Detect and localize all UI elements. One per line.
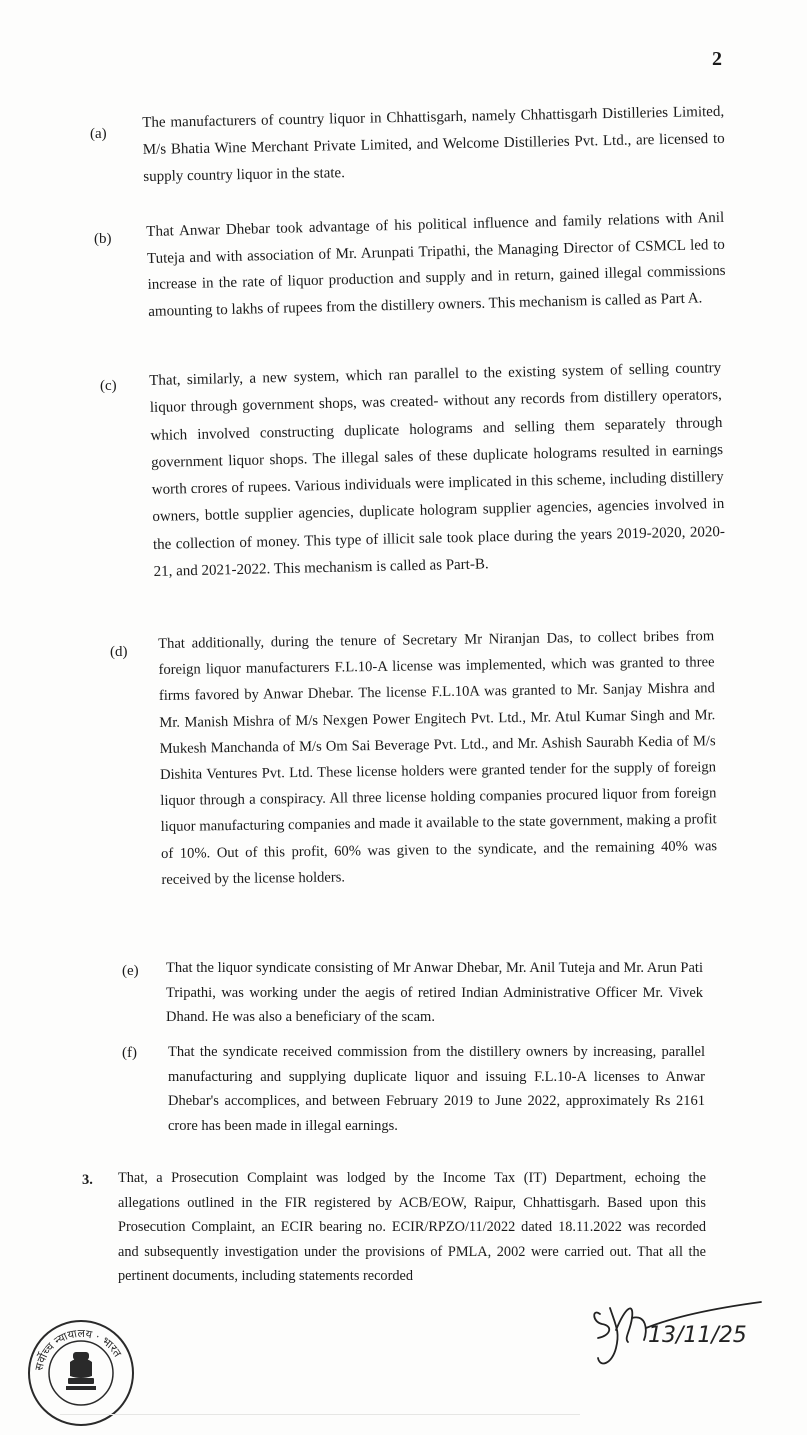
- para-d-label: (d): [110, 644, 128, 660]
- para-d-text: That additionally, during the tenure of Secretary Mr Niranjan Das, to collect bribes from foreign liquor manufacturers F.L.10-A license was implemented, which was granted to three firms favored by Anwar Dhebar. The license F.L.10A was granted to Mr. Sanjay Mishra and Mr. Manish Mishra of M/s Nexgen Power Engitech Pvt. Ltd., Mr. Atul Kumar Singh and Mr. Mukesh Manchanda of M/s Om Sai Beverage Pvt. Ltd., and Mr. Ashish Saurabh Kedia of M/s Dishita Ventures Pvt. Ltd. These license holders were granted tender for the supply of foreign liquor through a conspiracy. All three license holding companies procured liquor from foreign liquor manufacturing companies and made it available to the state government, making a profit of 10%. Out of this profit, 60% was given to the syndicate, and the remaining 40% was received by the license holders.: [158, 628, 718, 888]
- para-f-text: That the syndicate received commission from the distillery owners by increasing, parallel manufacturing and supplying duplicate liquor and issuing F.L.10-A licenses to Anwar Dhebar's accomplices, and between February 2019 to June 2022, approximately Rs 2161 crore has been made in illegal earnings.: [168, 1044, 705, 1134]
- para-f-label: (f): [122, 1045, 137, 1061]
- para-a-label: (a): [90, 126, 107, 142]
- para-a-text: The manufacturers of country liquor in Chhattisgarh, namely Chhattisgarh Distilleries Limited, M/s Bhatia Wine Merchant Private Limited, and Welcome Distilleries Pvt. Ltd., are licensed to supply country liquor in the state.: [142, 103, 725, 185]
- para-e-label: (e): [122, 963, 139, 979]
- bottom-rule: [60, 1414, 580, 1415]
- numbered-para-3-text: That, a Prosecution Complaint was lodged by the Income Tax (IT) Department, echoing the allegations outlined in the FIR registered by ACB/EOW, Raipur, Chhattisgarh. Based upon this Prosecution Complaint, an ECIR bearing no. ECIR/RPZO/11/2022 dated 18.11.2022 was recorded and subsequently investigation under the provisions of PMLA, 2002 were carried out. That all the pertinent documents, including statements recorded: [118, 1170, 706, 1285]
- signature: [586, 1288, 766, 1378]
- para-e-text: That the liquor syndicate consisting of Mr Anwar Dhebar, Mr. Anil Tuteja and Mr. Arun Pati Tripathi, was working under the aegis of retired Indian Administrative Officer Mr. Vivek Dhand. He was also a beneficiary of the scam.: [166, 960, 703, 1025]
- para-c-text: That, similarly, a new system, which ran parallel to the existing system of selling country liquor through government shops, was created- without any records from distillery operators, which involved constructing duplicate holograms and selling them separately through government liquor shops. The illegal sales of these duplicate holograms resulted in earnings worth crores of rupees. Various individuals were implicated in this scheme, including distillery owners, bottle supplier agencies, duplicate hologram supplier agencies, agencies involved in the collection of money. This type of illicit sale took place during the years 2019-2020, 2020-21, and 2021-2022. This mechanism is called as Part-B.: [149, 360, 726, 581]
- page-number: 2: [712, 48, 722, 70]
- court-seal: [26, 1318, 136, 1428]
- emblem-icon: [66, 1352, 96, 1390]
- para-b-label: (b): [94, 231, 112, 247]
- signature-date: 13/11/25: [648, 1323, 747, 1348]
- para-c-label: (c): [100, 378, 117, 394]
- seal-text: सर्वोच्च न्यायालय · भारत: [32, 1326, 125, 1372]
- para-b-text: That Anwar Dhebar took advantage of his political influence and family relations with Anil Tuteja and with association of Mr. Arunpati Tripathi, the Managing Director of CSMCL led to increase in the rate of liquor production and supply and in return, gained illegal commissions amounting to lakhs of rupees from the distillery owners. This mechanism is called as Part A.: [146, 209, 726, 320]
- numbered-para-3-label: 3.: [82, 1172, 93, 1188]
